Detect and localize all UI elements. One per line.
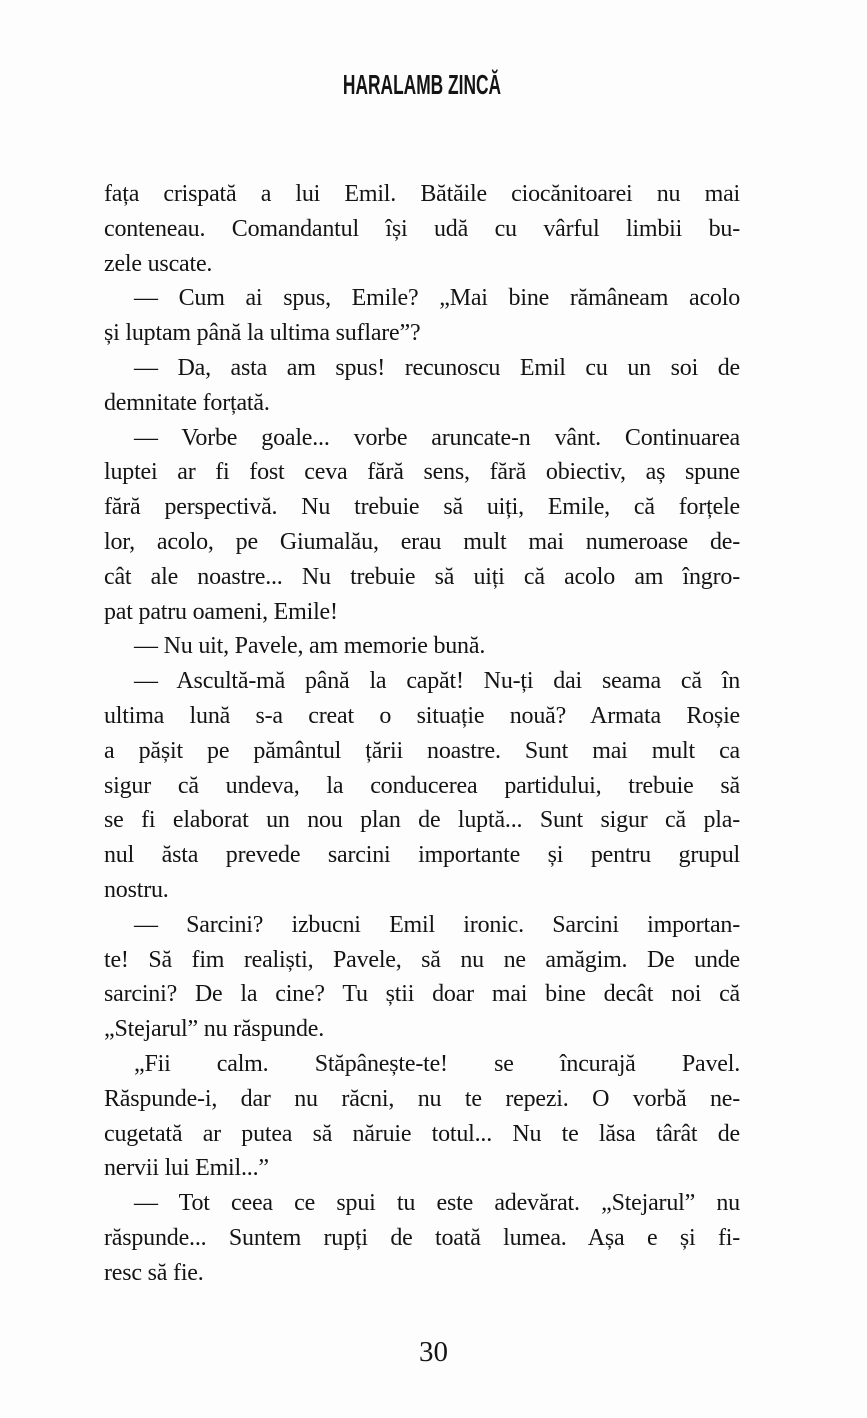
text-line: lor, acolo, pe Giumalău, erau mult mai numeroase de- [104,528,740,555]
paragraph [104,629,740,664]
text-line: luptei ar fi fost ceva fără sens, fără obiectiv, aș spune [104,459,740,486]
text-line: — Da, asta am spus! recunoscu Emil cu un soi de [134,354,740,381]
text-line: nostru. [104,876,169,903]
text-line: fără perspectivă. Nu trebuie să uiți, Emile, că forțele [104,494,740,521]
text-line: te! Să fim realiști, Pavele, să nu ne amăgim. De unde [104,946,740,973]
text-line: cât ale noastre... Nu trebuie să uiți că acolo am îngro- [104,563,740,590]
text-line: — Sarcini? izbucni Emil ironic. Sarcini importan- [134,911,740,938]
text-line: cugetată ar putea să năruie totul... Nu te lăsa târât de [104,1120,740,1147]
text-line: — Vorbe goale... vorbe aruncate-n vânt. Continuarea [134,424,740,451]
text-line: ultima lună s-a creat o situație nouă? Armata Roșie [104,702,740,729]
paragraph [104,664,740,908]
paragraph [104,1047,740,1186]
text-line: resc să fie. [104,1259,204,1286]
text-line: zele uscate. [104,250,213,277]
paragraph [104,281,740,351]
text-line: pat patru oameni, Emile! [104,598,338,625]
text-line: sarcini? De la cine? Tu știi doar mai bine decât noi că [104,981,740,1008]
text-line: nervii lui Emil...” [104,1155,269,1182]
text-line: a pășit pe pământul țării noastre. Sunt mai mult ca [104,737,740,764]
text-line: nul ăsta prevede sarcini importante și pentru grupul [104,842,740,869]
running-header-author: HARALAMB ZINCĂ [342,69,502,100]
text-line: „Stejarul” nu răspunde. [104,1016,324,1043]
paragraph [104,177,740,281]
paragraph [104,1186,740,1290]
paragraph [104,421,740,630]
text-line: sigur că undeva, la conducerea partidului, trebuie să [104,772,740,799]
body-text [104,177,740,1291]
paragraph [104,908,740,1047]
text-line: și luptam până la ultima suflare”? [104,320,421,347]
paragraph [104,351,740,421]
text-line: se fi elaborat un nou plan de luptă... Sunt sigur că pla- [104,807,740,834]
text-line: „Fii calm. Stăpânește-te! se încurajă Pavel. [134,1050,740,1077]
text-line: Răspunde-i, dar nu răcni, nu te repezi. O vorbă ne- [104,1085,740,1112]
text-line: răspunde... Suntem rupți de toată lumea. Așa e și fi- [104,1224,740,1251]
text-line: fața crispată a lui Emil. Bătăile ciocănitoarei nu mai [104,181,740,207]
page-number: 30 [419,1336,448,1368]
text-line: — Cum ai spus, Emile? „Mai bine rămâneam acolo [134,285,740,312]
text-line: conteneau. Comandantul își udă cu vârful limbii bu- [104,215,740,242]
text-line: — Tot ceea ce spui tu este adevărat. „Stejarul” nu [134,1190,740,1217]
text-line: — Nu uit, Pavele, am memorie bună. [134,633,486,660]
text-line: demnitate forțată. [104,389,270,416]
text-line: — Ascultă-mă până la capăt! Nu-ți dai seama că în [134,668,740,695]
